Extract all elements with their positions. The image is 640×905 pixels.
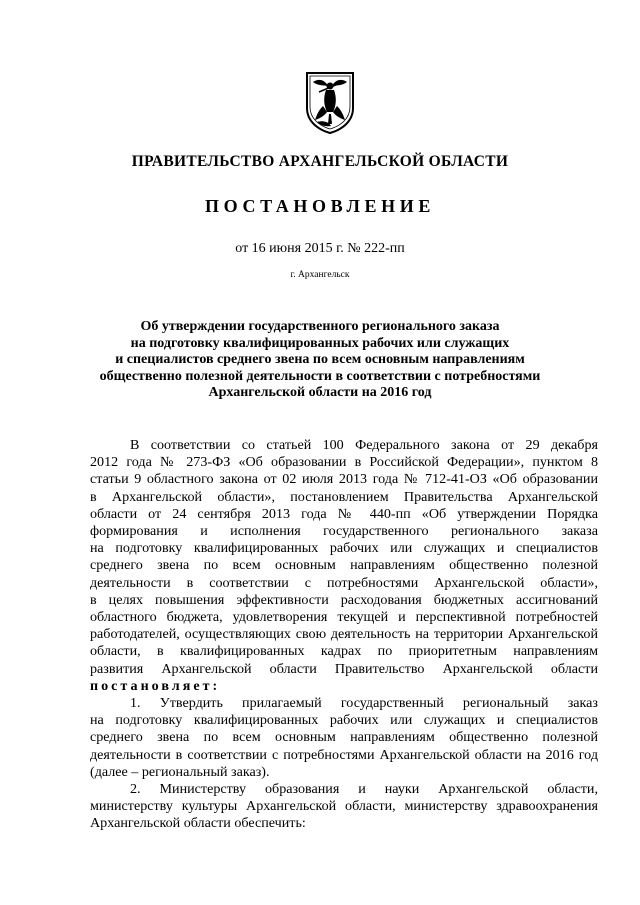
title-line: на подготовку квалифицированных рабочих или служащих — [130, 335, 510, 351]
title-line: общественно полезной деятельности в соответствии с потребностями — [99, 368, 541, 384]
body-line: деятельности в соответствии с потребностями Архангельской области», — [90, 574, 598, 591]
document-type: ПОСТАНОВЛЕНИЕ — [205, 196, 435, 216]
body-line: деятельности в соответствии с потребностями Архангельской области на 2016 год — [90, 746, 598, 763]
title-line: и специалистов среднего звена по всем основным направлениям — [115, 352, 525, 368]
title-line: Архангельской области на 2016 год — [208, 385, 432, 401]
body-line: работодателей, осуществляющих свою деятельность на территории Архангельской — [90, 626, 598, 643]
body-line: (далее – региональный заказ). — [90, 763, 270, 780]
city: г. Архангельск — [290, 270, 350, 280]
body-line: областного бюджета, удовлетворения текущей и перспективной потребностей — [90, 609, 598, 626]
coat-of-arms-emblem — [305, 70, 355, 134]
body-line: на подготовку квалифицированных рабочих или служащих и специалистов — [90, 540, 598, 557]
body-line: развития Архангельской области Правительство Архангельской области — [90, 660, 598, 677]
body-line: статьи 9 областного закона от 02 июля 2013 года № 712-41-ОЗ «Об образовании — [90, 471, 598, 488]
body-line: области, в квалифицированных кадрах по приоритетным направлениям — [90, 643, 598, 660]
body-line: в целях повышения эффективности расходования бюджетных ассигнований — [90, 591, 598, 608]
body-line: среднего звена по всем основным направлениям общественно полезной — [90, 557, 598, 574]
document-body — [90, 437, 598, 833]
body-line: 2. Министерству образования и науки Архангельской области, — [130, 781, 598, 798]
title-line: Об утверждении государственного регионального заказа — [140, 319, 500, 334]
body-line: 1. Утвердить прилагаемый государственный региональный заказ — [130, 695, 598, 712]
body-line: 2012 года № 273-ФЗ «Об образовании в Российской Федерации», пунктом 8 — [90, 454, 598, 471]
body-line: Архангельской области обеспечить: — [90, 815, 306, 832]
organization-name: ПРАВИТЕЛЬСТВО АРХАНГЕЛЬСКОЙ ОБЛАСТИ — [131, 153, 509, 170]
decree-keyword: постановляет: — [90, 677, 221, 694]
body-line: министерству культуры Архангельской области, министерству здравоохранения — [90, 798, 598, 815]
document-title — [60, 319, 580, 402]
body-line: на подготовку квалифицированных рабочих или служащих и специалистов — [90, 712, 598, 729]
body-line: среднего звена по всем основным направлениям общественно полезной — [90, 729, 598, 746]
body-line: в Архангельской области», постановлением Правительства Архангельской — [90, 488, 598, 505]
body-line: области от 24 сентября 2013 года № 440-пп «Об утверждении Порядка — [90, 505, 598, 522]
body-line: В соответствии со статьей 100 Федерального закона от 29 декабря — [130, 437, 598, 453]
date-and-number: от 16 июня 2015 г. № 222-пп — [235, 241, 405, 256]
body-line: формирования и исполнения государственного регионального заказа — [90, 523, 598, 540]
